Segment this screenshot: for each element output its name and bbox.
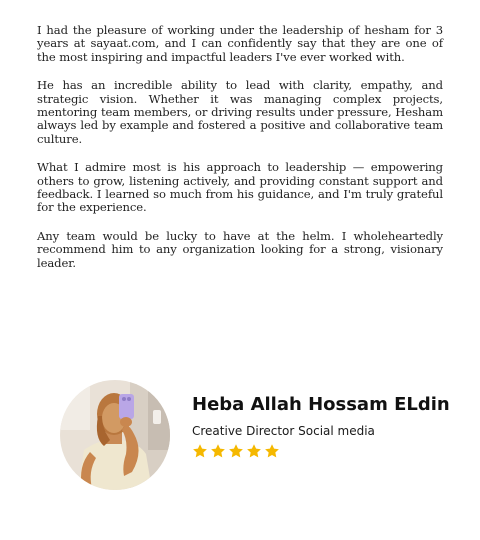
star-rating [192,443,450,461]
star-icon [246,443,262,459]
reviewer-role: Creative Director Social media [192,424,375,438]
avatar-photo [60,380,170,490]
reviewer-card [60,380,460,490]
testimonial-paragraph-1: I had the pleasure of working under the leadership of hesham for 3 years at sayaat.com, and I can confidently say that they are one of the most inspiring and impactful leaders I've ever worked with. [37,23,443,64]
testimonial-paragraph-2: He has an incredible ability to lead with clarity, empathy, and strategic vision. Whether it was managing complex projects, mentoring team members, or driving results under pressure, Hesham always led by example and fostered a positive and collaborative team culture. [37,78,443,146]
testimonial-text [37,24,443,285]
reviewer-info [192,394,450,461]
star-icon [192,443,208,459]
reviewer-name: Heba Allah Hossam ELdin [192,394,450,415]
star-icon [228,443,244,459]
star-icon [210,443,226,459]
avatar [60,380,170,490]
testimonial-paragraph-3: What I admire most is his approach to leadership — empowering others to grow, listening actively, and providing constant support and feedback. I learned so much from his guidance, and I'm truly grateful for the experience. [37,160,443,215]
testimonial-paragraph-4: Any team would be lucky to have at the helm. I wholeheartedly recommend him to any organization looking for a strong, visionary leader. [37,228,443,270]
star-icon [264,443,280,459]
